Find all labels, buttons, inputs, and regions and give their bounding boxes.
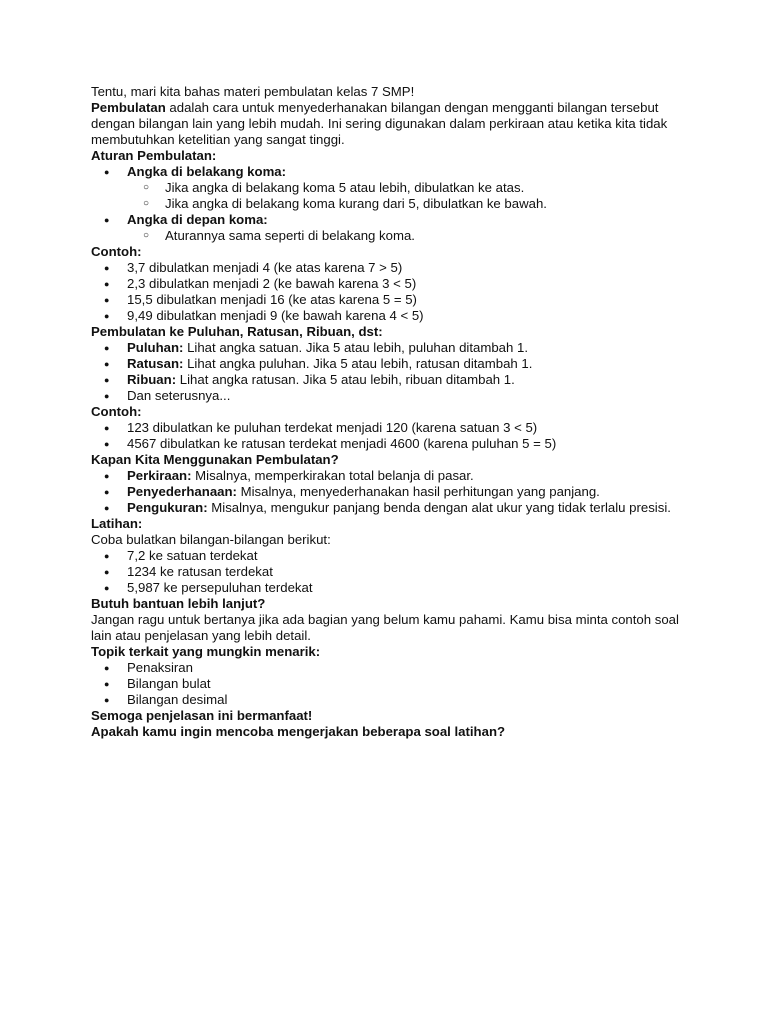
list-item: ● Bilangan bulat [91, 676, 691, 692]
list-item: ● Penyederhanaan: Misalnya, menyederhanakan hasil perhitungan yang panjang. [91, 484, 691, 500]
rules-heading: Aturan Pembulatan: [91, 148, 217, 163]
rule-before-comma: ● Angka di depan koma: [91, 212, 691, 228]
list-item: ● Perkiraan: Misalnya, memperkirakan total belanja di pasar. [91, 468, 691, 484]
list-item: ● 15,5 dibulatkan menjadi 16 (ke atas karena 5 = 5) [91, 292, 691, 308]
definition-text: adalah cara untuk menyederhanakan bilangan dengan mengganti bilangan tersebut dengan bilangan lain yang lebih mudah. Ini sering digunakan dalam perkiraan atau ketika kita tidak membutuhkan ketelitian yang sangat tinggi. [91, 100, 668, 147]
sub-list-item: ○ Aturannya sama seperti di belakang koma. [91, 228, 691, 244]
definition-paragraph [91, 100, 691, 148]
examples-heading: Contoh: [91, 404, 142, 419]
list-item: ● Pengukuran: Misalnya, mengukur panjang benda dengan alat ukur yang tidak terlalu presisi. [91, 500, 681, 516]
definition-term: Pembulatan [91, 100, 166, 115]
list-item: ● Ratusan: Lihat angka puluhan. Jika 5 atau lebih, ratusan ditambah 1. [91, 356, 691, 372]
list-item: ● 2,3 dibulatkan menjadi 2 (ke bawah karena 3 < 5) [91, 276, 691, 292]
list-item: ● 9,49 dibulatkan menjadi 9 (ke bawah karena 4 < 5) [91, 308, 691, 324]
list-item: ● Dan seterusnya... [91, 388, 691, 404]
usage-heading: Kapan Kita Menggunakan Pembulatan? [91, 452, 339, 467]
closing-line: Apakah kamu ingin mencoba mengerjakan beberapa soal latihan? [91, 724, 506, 739]
list-item: ● 4567 dibulatkan ke ratusan terdekat menjadi 4600 (karena puluhan 5 = 5) [91, 436, 691, 452]
rule-behind-comma: ● Angka di belakang koma: [91, 164, 691, 180]
list-item: ● 5,987 ke persepuluhan terdekat [91, 580, 691, 596]
list-item: ● 7,2 ke satuan terdekat [91, 548, 691, 564]
help-text: Jangan ragu untuk bertanya jika ada bagian yang belum kamu pahami. Kamu bisa minta contoh soal lain atau penjelasan yang lebih detail. [91, 612, 679, 643]
sub-list-item: ○ Jika angka di belakang koma 5 atau lebih, dibulatkan ke atas. [91, 180, 691, 196]
intro-text: Tentu, mari kita bahas materi pembulatan kelas 7 SMP! [91, 84, 415, 99]
list-item: ● Ribuan: Lihat angka ratusan. Jika 5 atau lebih, ribuan ditambah 1. [91, 372, 691, 388]
closing-line: Semoga penjelasan ini bermanfaat! [91, 708, 313, 723]
list-item: ● 1234 ke ratusan terdekat [91, 564, 691, 580]
exercise-heading: Latihan: [91, 516, 143, 531]
list-item: ● Penaksiran [91, 660, 691, 676]
list-item: ● Bilangan desimal [91, 692, 691, 708]
examples-heading: Contoh: [91, 244, 142, 259]
document-page [91, 84, 691, 740]
topics-heading: Topik terkait yang mungkin menarik: [91, 644, 321, 659]
list-item: ● 123 dibulatkan ke puluhan terdekat menjadi 120 (karena satuan 3 < 5) [91, 420, 691, 436]
list-item: ● 3,7 dibulatkan menjadi 4 (ke atas karena 7 > 5) [91, 260, 691, 276]
help-heading: Butuh bantuan lebih lanjut? [91, 596, 266, 611]
places-heading: Pembulatan ke Puluhan, Ratusan, Ribuan, dst: [91, 324, 383, 339]
sub-list-item: ○ Jika angka di belakang koma kurang dari 5, dibulatkan ke bawah. [91, 196, 691, 212]
exercise-intro: Coba bulatkan bilangan-bilangan berikut: [91, 532, 331, 547]
list-item: ● Puluhan: Lihat angka satuan. Jika 5 atau lebih, puluhan ditambah 1. [91, 340, 691, 356]
